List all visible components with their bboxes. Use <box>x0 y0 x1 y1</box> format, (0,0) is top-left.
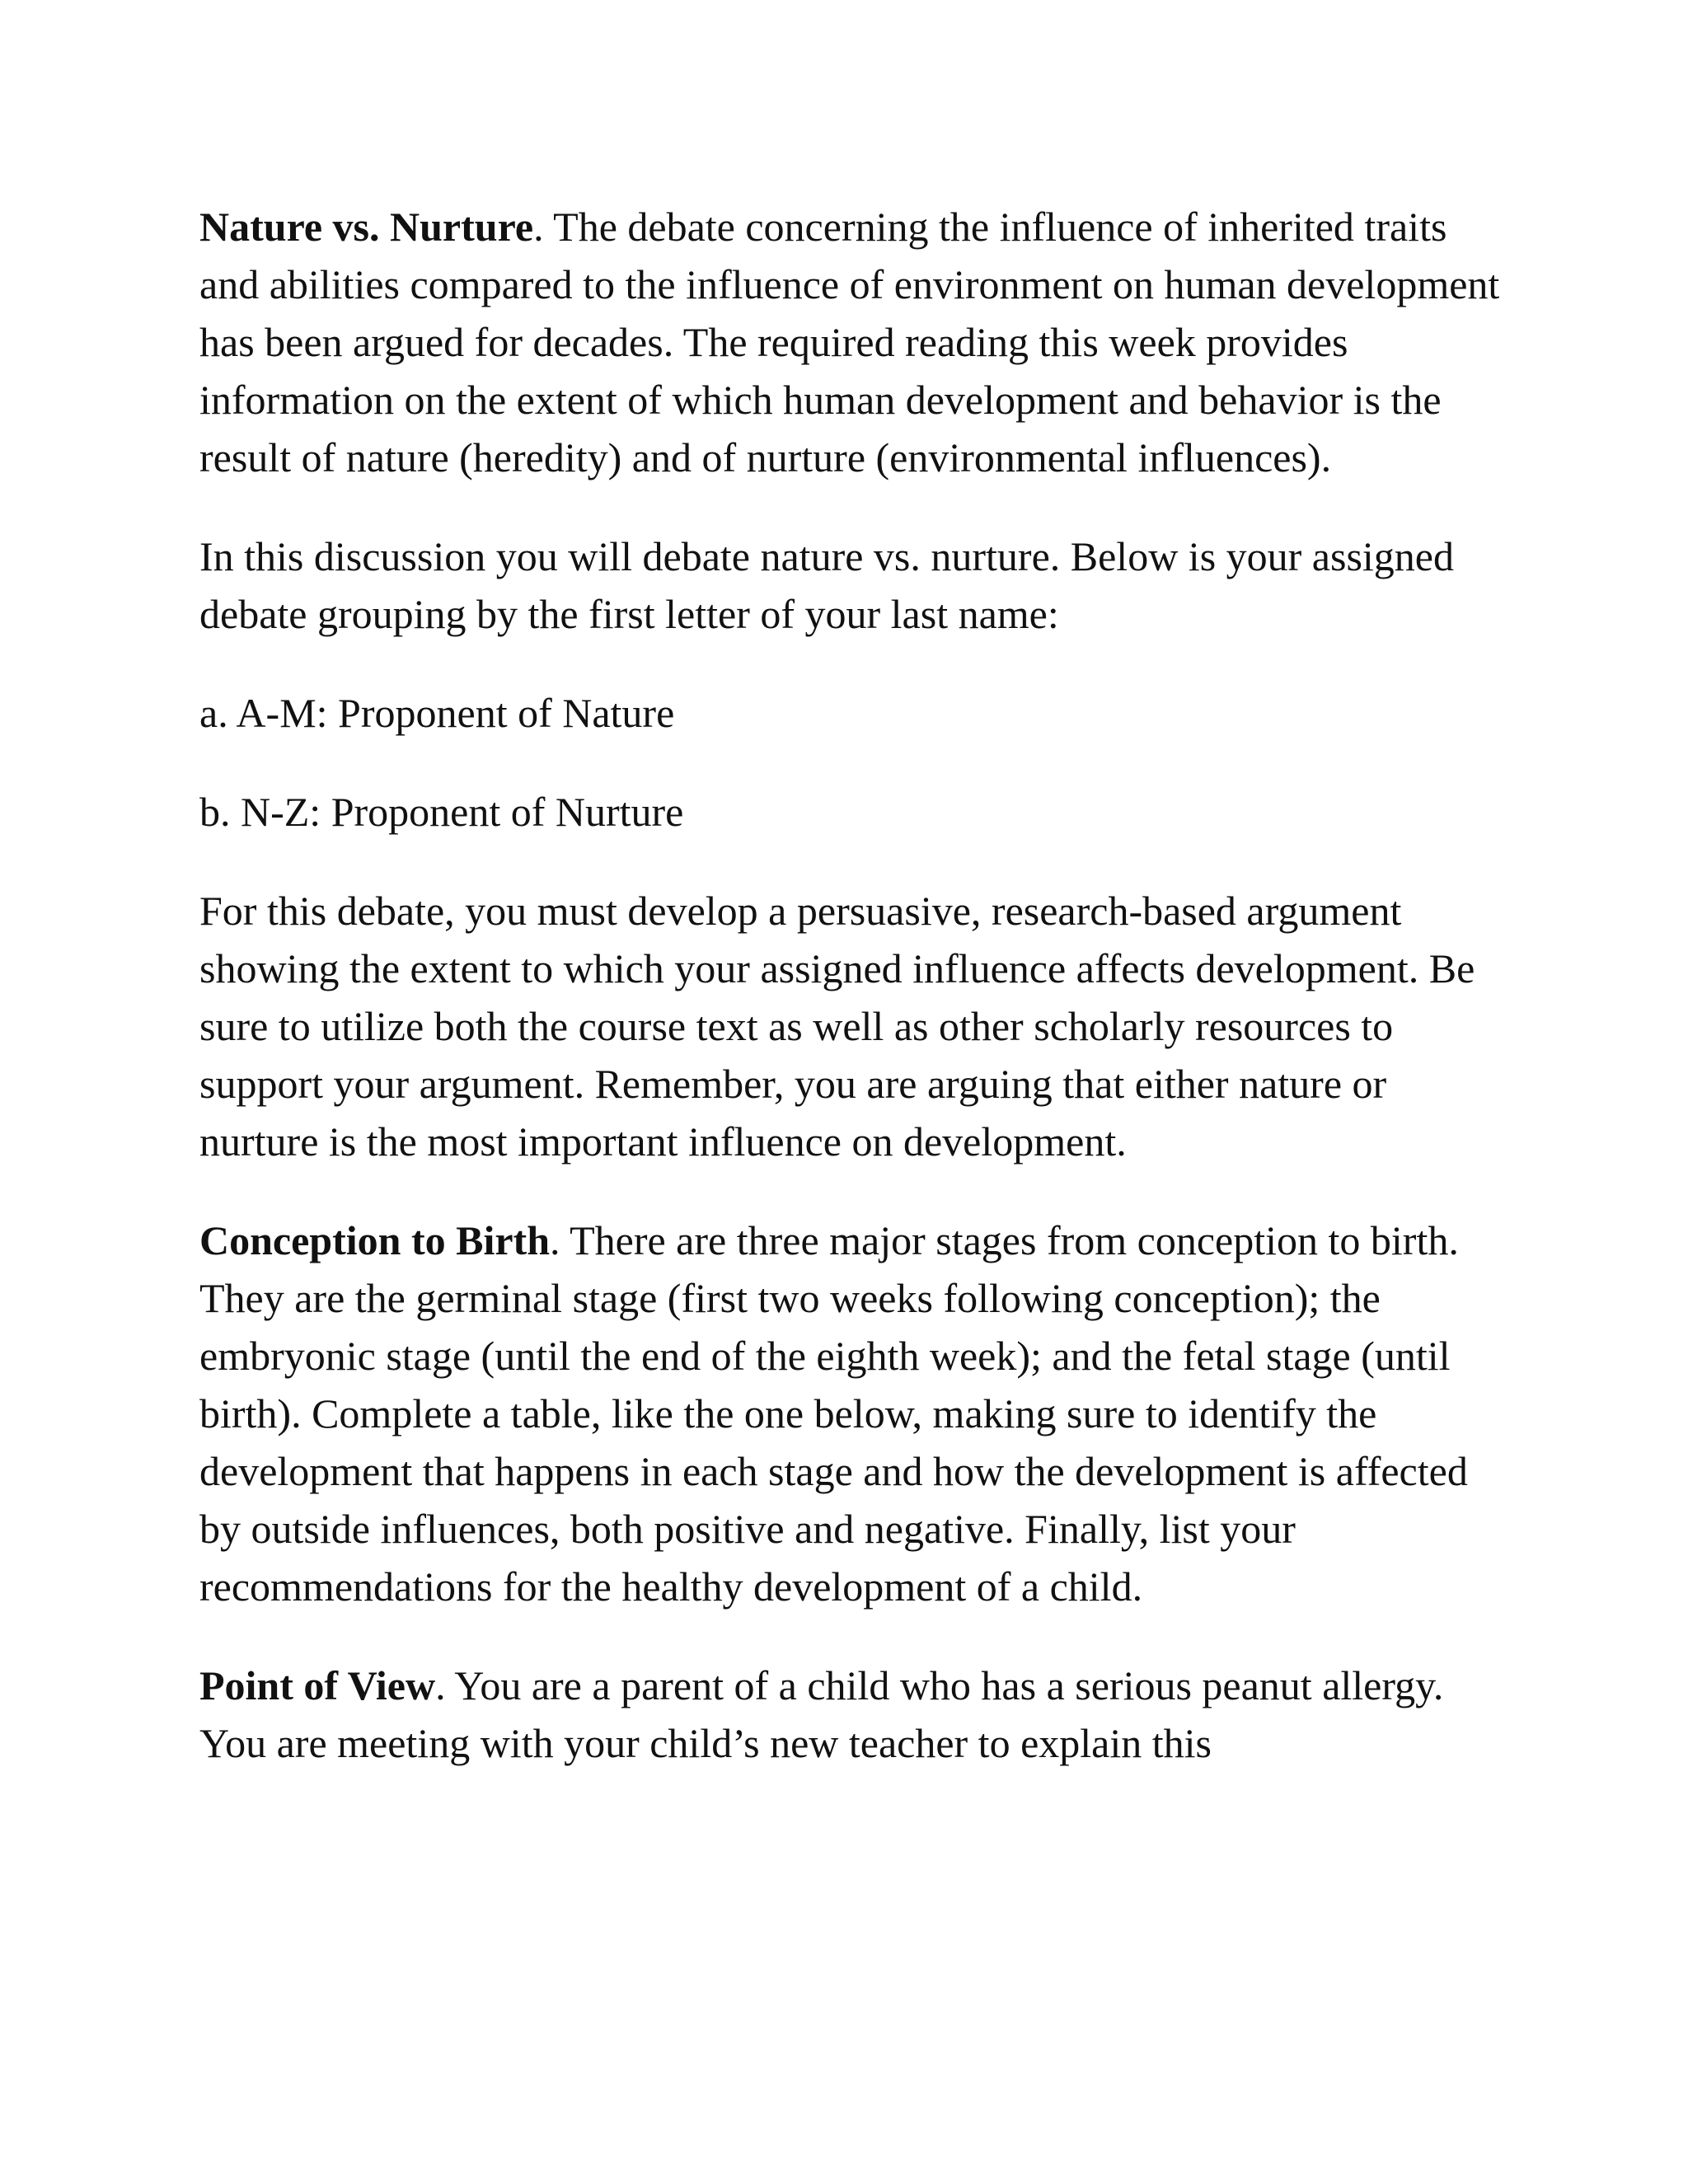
paragraph-debate-instructions <box>199 882 1502 1170</box>
paragraph-text: . You are a parent of a child who has a serious peanut allergy. You are meeting with your child’s new teacher to explain this <box>199 1662 1444 1766</box>
list-item-text: a. A-M: Proponent of Nature <box>199 690 675 736</box>
list-item-nurture <box>199 783 1502 841</box>
paragraph-text: . There are three major stages from conception to birth. They are the germinal stage (first two weeks following conception); the embryonic stage (until the end of the eighth week); and the fetal stage (until birth). Complete a table, like the one below, making sure to identify the development that happens in each stage and how the development is affected by outside influences, both positive and negative. Finally, list your recommendations for the healthy development of a child. <box>199 1217 1468 1610</box>
paragraph-conception-to-birth <box>199 1212 1502 1615</box>
paragraph-text: In this discussion you will debate nature vs. nurture. Below is your assigned debate grouping by the first letter of your last name: <box>199 533 1454 637</box>
heading-nature-vs-nurture: Nature vs. Nurture <box>199 204 534 250</box>
paragraph-text: For this debate, you must develop a persuasive, research-based argument showing the extent to which your assigned influence affects development. Be sure to utilize both the course text as well as other scholarly resources to support your argument. Remember, you are arguing that either nature or nurture is the most important influence on development. <box>199 888 1475 1165</box>
list-item-text: b. N-Z: Proponent of Nurture <box>199 789 684 835</box>
paragraph-nature-vs-nurture <box>199 198 1502 486</box>
document-body <box>199 198 1502 1813</box>
paragraph-text: . The debate concerning the influence of inherited traits and abilities compared to the influence of environment on human development has been argued for decades. The required reading this week provides information on the extent of which human development and behavior is the result of nature (heredity) and of nurture (environmental influences). <box>199 204 1500 480</box>
list-item-nature <box>199 684 1502 742</box>
heading-conception-to-birth: Conception to Birth <box>199 1217 550 1263</box>
paragraph-point-of-view <box>199 1657 1502 1772</box>
heading-point-of-view: Point of View <box>199 1662 436 1708</box>
paragraph-debate-intro <box>199 527 1502 643</box>
